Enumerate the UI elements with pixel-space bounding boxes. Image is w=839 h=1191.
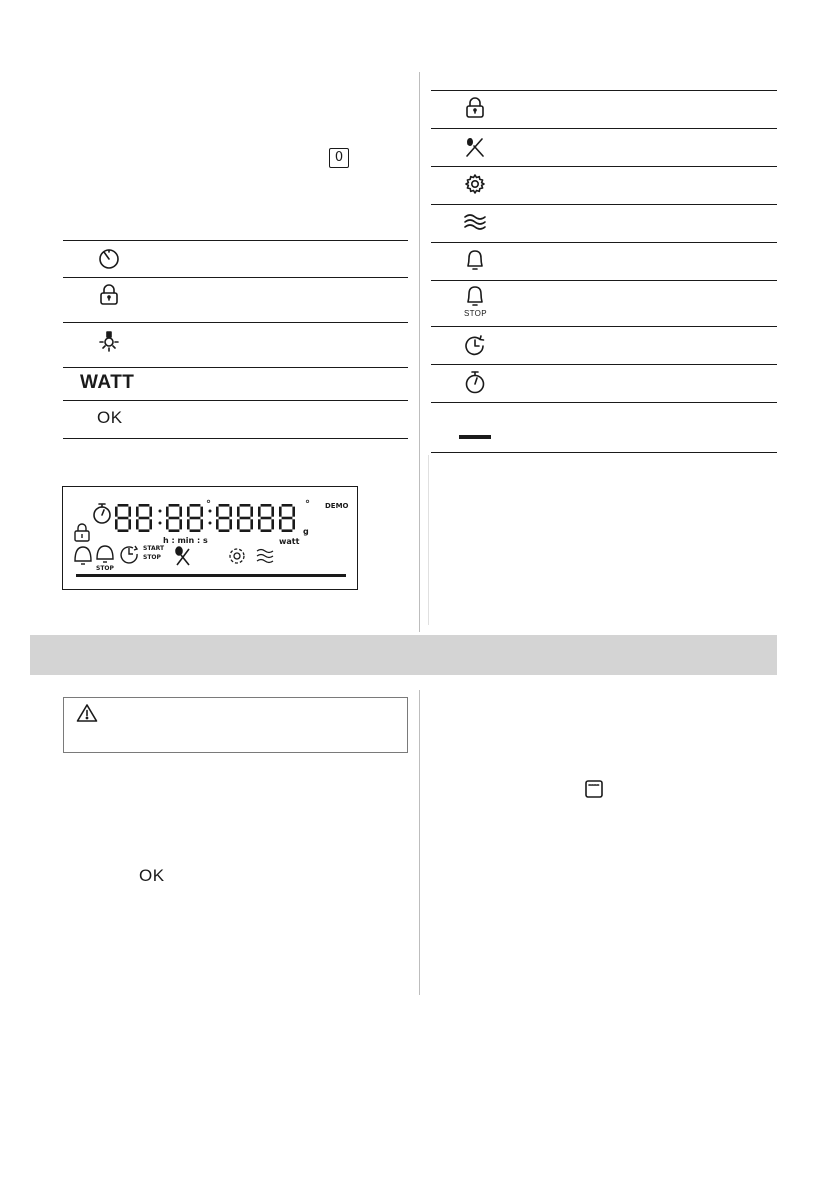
display-lock-icon [75,524,89,541]
segment [240,517,251,520]
display-panel [62,486,358,590]
segment [179,519,182,529]
segment [219,529,230,532]
oven-icon [584,779,604,799]
zero-key-icon: 0 [329,148,349,168]
segment [229,507,232,517]
display-segments [63,487,359,591]
segment [219,504,230,507]
segment [136,519,139,529]
display-watt: watt [279,537,300,546]
segment [240,504,251,507]
display-cutlery-icon [176,547,189,565]
cutlery-icon [463,135,487,159]
column-divider [419,72,420,632]
segment [179,507,182,517]
segment [237,519,240,529]
stopwatch-icon [464,370,486,394]
lock-icon [99,284,119,306]
table-rule [431,242,777,243]
table-rule [431,166,777,167]
segment [118,517,129,520]
segment [261,529,272,532]
display-clock-arrow-icon [121,546,137,563]
segment [282,504,293,507]
segment [115,519,118,529]
display-demo: DEMO [325,502,349,510]
segment [219,517,230,520]
segment [200,519,203,529]
display-bell-stop-icon [97,546,113,562]
segment [292,507,295,517]
table-rule [63,438,408,439]
ok-label: OK [97,408,123,427]
segment [118,529,129,532]
table-rule [431,280,777,281]
segment [261,517,272,520]
warning-box [63,697,408,753]
segment [136,507,139,517]
segment [190,517,201,520]
segment [149,507,152,517]
segment [271,519,274,529]
column-shadow [428,455,429,625]
segment [115,507,118,517]
section-banner [30,635,777,675]
display-bar [76,574,346,577]
table-rule [63,400,408,401]
svg-text:START: START [143,545,165,552]
watt-label: WATT [80,372,135,393]
segment [240,529,251,532]
svg-text:STOP: STOP [143,554,161,561]
lamp-icon [97,330,121,354]
segment [258,507,261,517]
segment [229,519,232,529]
display-gear-icon [230,549,244,563]
segment [128,507,131,517]
segment [139,517,150,520]
display-steam-icon [257,550,273,563]
segment [139,529,150,532]
segment [250,507,253,517]
bell-stop-caption: STOP [464,309,487,318]
segment [237,507,240,517]
segment [282,529,293,532]
bell-stop-icon [465,285,485,307]
ok-inline-label: OK [139,866,165,885]
display-units: h : min : s [163,536,208,545]
bar-indicator-icon [459,435,491,439]
segment [216,507,219,517]
segment [166,507,169,517]
segment [190,504,201,507]
table-rule [431,326,777,327]
segment [169,517,180,520]
display-degree: ° [305,499,310,510]
lock-icon [465,97,485,119]
segment [258,519,261,529]
segment [187,507,190,517]
table-rule [431,128,777,129]
segment [149,519,152,529]
table-rule [431,90,777,91]
segment [187,519,190,529]
svg-text:STOP: STOP [96,565,114,572]
column-divider [419,690,420,995]
warning-icon [76,703,98,723]
table-rule [63,240,408,241]
table-rule [63,367,408,368]
table-rule [431,364,777,365]
segment [250,519,253,529]
segment [216,519,219,529]
segment [169,529,180,532]
display-gram: g [303,527,309,536]
steam-icon [463,212,487,232]
segment [279,507,282,517]
table-rule [431,204,777,205]
segment [261,504,272,507]
table-rule [431,402,777,403]
segment [166,519,169,529]
segment [128,519,131,529]
segment [200,507,203,517]
gear-icon [464,173,486,195]
display-bell-icon [75,547,91,564]
svg-text:°: ° [206,499,211,510]
segment [279,519,282,529]
table-rule [431,452,777,453]
display-stopwatch-icon [94,504,110,523]
segment [169,504,180,507]
bell-icon [465,248,485,272]
segment [271,507,274,517]
table-rule [63,277,408,278]
table-rule [63,322,408,323]
segment [190,529,201,532]
segment [292,519,295,529]
segment [282,517,293,520]
segment [139,504,150,507]
timer-icon [97,247,121,271]
segment [118,504,129,507]
clock-arrow-icon [463,333,487,357]
